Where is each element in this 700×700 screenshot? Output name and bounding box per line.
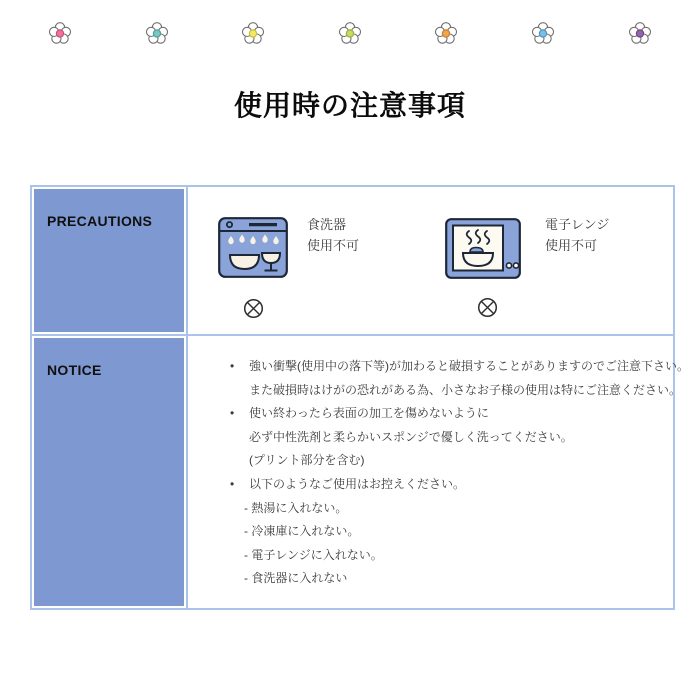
notice-line: 必ず中性洗剤と柔らかいスポンジで優しく洗ってください。 <box>249 429 573 444</box>
dishwasher-icon <box>218 217 288 278</box>
notice-subline: - 電子レンジに入れない。 <box>244 547 383 562</box>
flower-icon <box>434 21 458 45</box>
notice-subline: - 食洗器に入れない <box>244 571 348 586</box>
notice-line: • 使い終わったら表面の加工を傷めないように <box>188 402 673 426</box>
flower-icon <box>338 21 362 45</box>
notice-line: • 強い衝撃(使用中の落下等)が加わると破損することがありますのでご注意下さい。 <box>188 355 673 379</box>
row-header-precautions: PRECAUTIONS <box>34 189 184 332</box>
notice-line: • 以下のようなご使用はお控えください。 <box>188 473 673 497</box>
precautions-content <box>186 187 673 334</box>
table-row-precautions <box>32 187 673 334</box>
notice-list <box>188 355 689 591</box>
notice-line: (プリント部分を含む) <box>249 453 365 468</box>
precautions-table <box>30 185 689 610</box>
notice-line: また破損時はけがの恐れがある為、小さなお子様の使用は特にご注意ください。 <box>249 382 682 397</box>
flower-icon <box>48 21 72 45</box>
page-title: 使用時の注意事項 <box>233 90 466 121</box>
notice-subline: - 冷凍庫に入れない。 <box>244 524 360 539</box>
microwave-icon <box>445 218 521 279</box>
crossed-circle-icon <box>477 297 498 318</box>
bullet-marker: • <box>230 359 235 373</box>
microwave-label: 電子レンジ 使用不可 <box>545 217 610 253</box>
flower-icon <box>241 21 265 45</box>
dishwasher-label: 食洗器 使用不可 <box>307 217 360 253</box>
bullet-marker: • <box>230 406 235 421</box>
notice-content <box>186 336 689 608</box>
row-header-notice: NOTICE <box>34 338 184 606</box>
bullet-marker: • <box>230 476 235 491</box>
notice-subline: - 熱湯に入れない。 <box>244 500 348 515</box>
flower-icon <box>628 21 652 45</box>
table-row-notice <box>32 334 689 608</box>
crossed-circle-icon <box>243 298 264 319</box>
flower-icon <box>145 21 169 45</box>
flower-icon <box>531 21 555 45</box>
